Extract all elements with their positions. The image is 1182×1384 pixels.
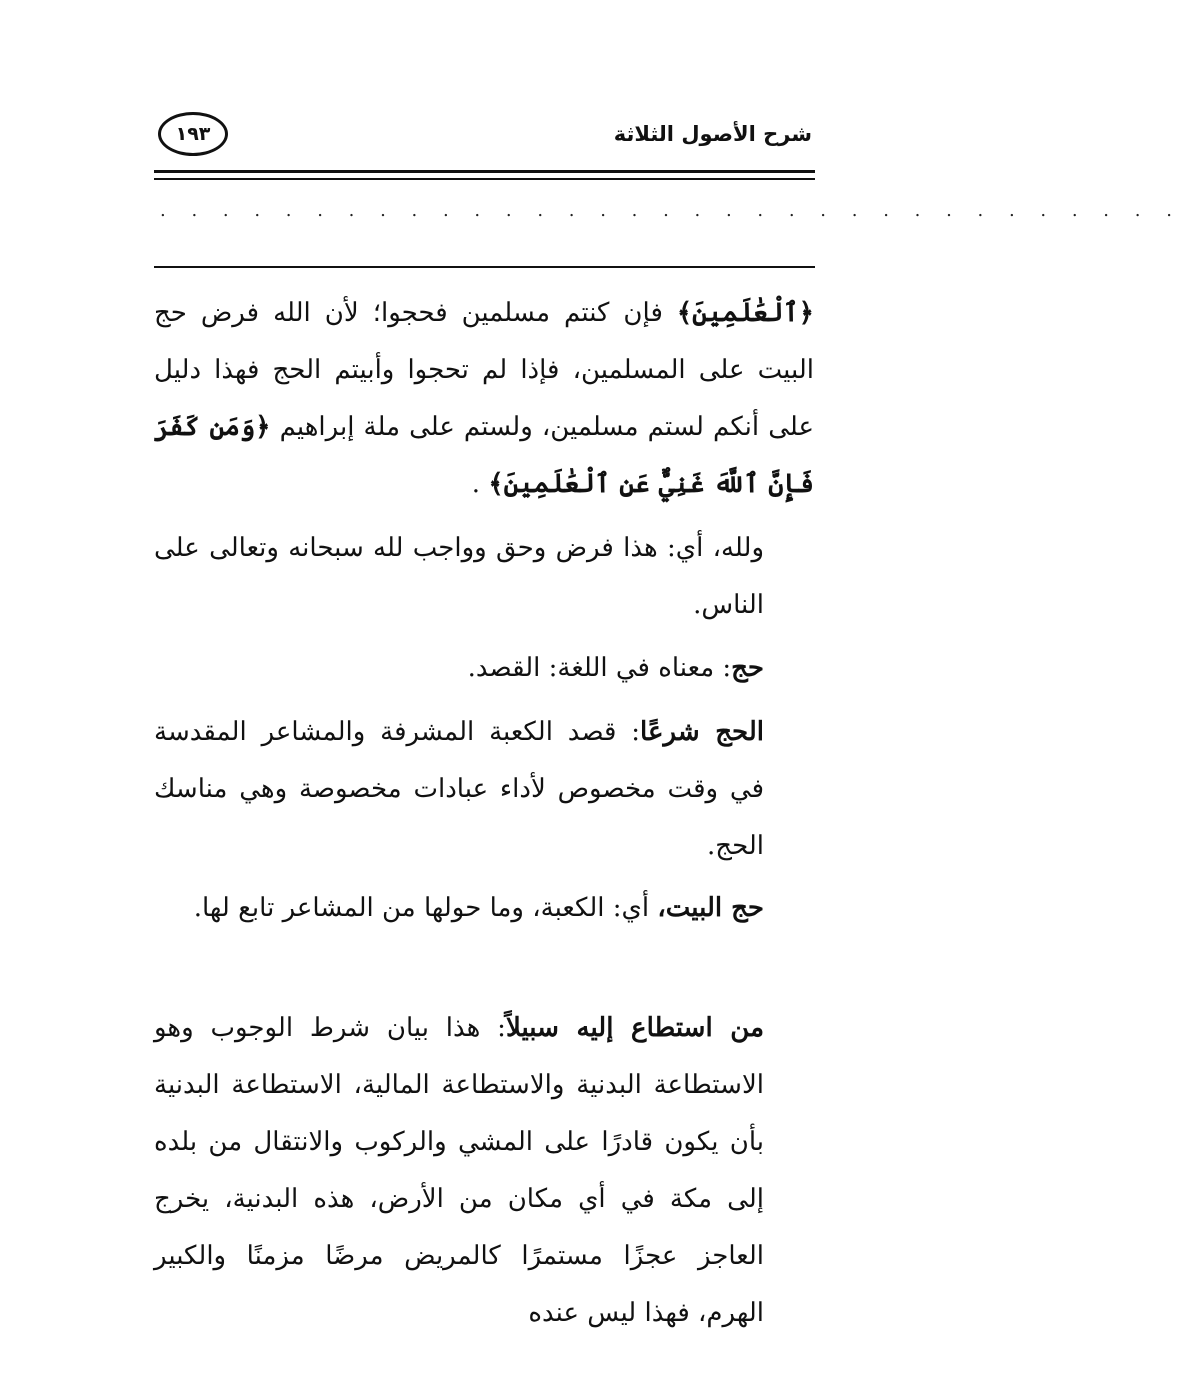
paragraph-1: ﴿ٱلْعَٰلَمِينَ﴾ فإن كنتم مسلمين فحجوا؛ لأن الله فرض حج البيت على المسلمين، فإذا لم تحجوا وأبيتم الحج فهذا دليل على أنكم لستم مسلمين، ولستم على ملة إبراهيم ﴿وَمَن كَفَرَ فَإِنَّ ٱللَّهَ غَنِيٌّ عَنِ ٱلْعَٰلَمِينَ﴾ . <box>154 298 814 499</box>
section-divider <box>154 266 815 268</box>
quran-quote: ﴿وَمَن كَفَرَ فَإِنَّ ٱللَّهَ غَنِيٌّ عَنِ ٱلْعَٰلَمِينَ﴾ <box>154 412 814 499</box>
body-text <box>154 1000 814 1342</box>
page-header <box>152 108 812 168</box>
footnote-continuation-dots: . . . . . . . . . . . . . . . . . . . . . . . . . . . . . . . . . <box>160 200 1182 221</box>
term: حج البيت، <box>657 893 764 923</box>
page-number: ١٩٣ <box>175 123 211 145</box>
body-text <box>154 704 814 875</box>
term: من استطاع إليه سبيلاً <box>505 1013 764 1043</box>
body-text <box>154 880 814 937</box>
page-number-badge <box>158 112 228 156</box>
header-rule-thin <box>154 178 815 180</box>
body-text <box>154 285 814 513</box>
paragraph-3: حج: معناه في اللغة: القصد. <box>467 653 764 683</box>
paragraph-4: الحج شرعًا: قصد الكعبة المشرفة والمشاعر المقدسة في وقت مخصوص لأداء عبادات مخصوصة وهي مناسك الحج. <box>154 717 764 861</box>
term: الحج شرعًا <box>640 717 764 747</box>
paragraph-2: ولله، أي: هذا فرض وحق وواجب لله سبحانه وتعالى على الناس. <box>154 533 764 620</box>
book-title: شرح الأصول الثلاثة <box>613 122 812 146</box>
paragraph-5: حج البيت، أي: الكعبة، وما حولها من المشاعر تابع لها. <box>193 893 764 923</box>
quran-quote: ﴿ٱلْعَٰلَمِينَ﴾ <box>676 298 814 328</box>
term: حج <box>731 653 764 683</box>
paragraph-6: من استطاع إليه سبيلاً: هذا بيان شرط الوجوب وهو الاستطاعة البدنية والاستطاعة المالية، الاستطاعة البدنية بأن يكون قادرًا على المشي والركوب والانتقال من بلده إلى مكة في أي مكان من الأرض، هذه البدنية، يخرج العاجز عجزًا مستمرًا كالمريض مرضًا مزمنًا والكبير الهرم، فهذا ليس عنده <box>154 1013 764 1328</box>
body-text <box>154 640 814 697</box>
body-text <box>154 520 814 634</box>
header-rule-thick <box>154 170 815 173</box>
